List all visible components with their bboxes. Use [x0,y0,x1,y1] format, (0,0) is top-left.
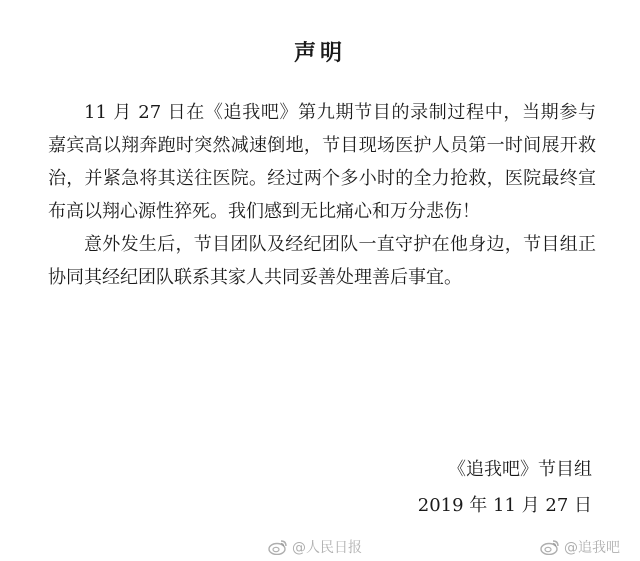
paragraph-2: 意外发生后，节目团队及经纪团队一直守护在他身边，节目组正协同其经纪团队联系其家人共同妥善处理善后事宜。 [48,234,596,288]
watermark-left [268,537,362,557]
watermark-bar [0,533,640,557]
signature-org: 《追我吧》节目组 [448,459,592,480]
watermark-left-text: @人民日报 [292,540,362,556]
signature-block [418,452,592,524]
page-title: 声明 [293,41,346,66]
paragraph-1: 11 月 27 日在《追我吧》第九期节目的录制过程中，当期参与嘉宾高以翔奔跑时突然减速倒地，节目现场医护人员第一时间展开救治，并紧急将其送往医院。经过两个多小时的全力抢救，医院最终宣布高以翔心源性猝死。我们感到无比痛心和万分悲伤！ [48,102,596,222]
watermark-right [540,537,620,557]
signature-date: 2019 年 11 月 27 日 [417,495,592,516]
weibo-icon [540,539,560,555]
statement-body [48,96,596,294]
weibo-icon [268,539,288,555]
watermark-right-text: @追我吧 [564,540,620,556]
